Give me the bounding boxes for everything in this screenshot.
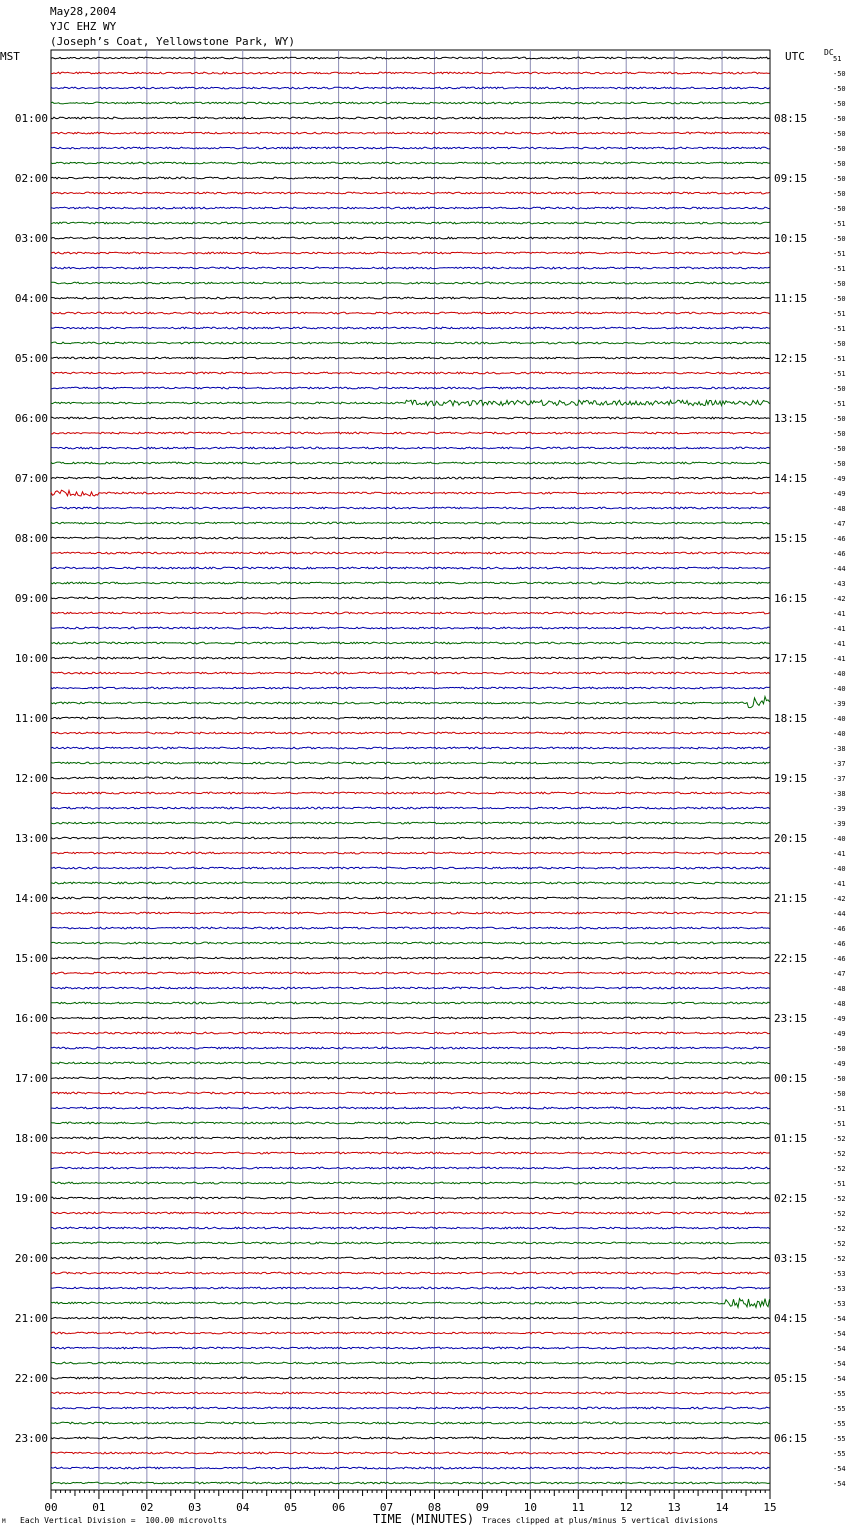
- right-timezone-label: UTC: [785, 50, 805, 63]
- dc-offset-value: -48: [833, 1000, 846, 1008]
- x-tick-label: 12: [619, 1501, 633, 1514]
- trace-line: [51, 477, 770, 479]
- left-hour-label: 11:00: [14, 712, 48, 725]
- left-hour-label: 23:00: [14, 1432, 48, 1445]
- dc-offset-value: -41: [833, 640, 846, 648]
- trace-line: [51, 372, 770, 374]
- trace-line: [51, 687, 770, 689]
- x-tick-label: 01: [92, 1501, 106, 1514]
- trace-line: [51, 162, 770, 164]
- record-date: May28,2004: [50, 5, 117, 18]
- left-hour-label: 06:00: [14, 412, 48, 425]
- dc-offset-value: -46: [833, 940, 846, 948]
- dc-offset-value: 51: [833, 55, 842, 63]
- trace-line: [51, 1047, 770, 1049]
- dc-offset-value: -50: [833, 100, 846, 108]
- trace-line: [51, 1272, 770, 1274]
- dc-offset-value: -46: [833, 535, 846, 543]
- station-code: YJC EHZ WY: [50, 20, 117, 33]
- trace-line: [51, 357, 770, 359]
- trace-line: [51, 612, 770, 614]
- trace-line: [51, 1227, 770, 1229]
- right-hour-label: 03:15: [774, 1252, 808, 1265]
- trace-line: [51, 132, 770, 134]
- dc-offset-value: -50: [833, 145, 846, 153]
- trace-line: [51, 342, 770, 344]
- dc-offset-value: -50: [833, 340, 846, 348]
- dc-offset-value: -50: [833, 85, 846, 93]
- trace-line: [51, 327, 770, 329]
- dc-offset-value: -52: [833, 1210, 846, 1218]
- dc-offset-value: -43: [833, 580, 846, 588]
- x-tick-label: 05: [284, 1501, 298, 1514]
- trace-line: [51, 597, 770, 599]
- dc-offset-value: -50: [833, 160, 846, 168]
- dc-offset-value: -38: [833, 790, 846, 798]
- trace-line: [51, 762, 770, 764]
- dc-offset-value: -40: [833, 865, 846, 873]
- trace-line: [51, 717, 770, 719]
- dc-offset-value: -53: [833, 1270, 846, 1278]
- right-hour-label: 20:15: [774, 832, 808, 845]
- dc-offset-value: -55: [833, 1390, 846, 1398]
- x-tick-label: 02: [140, 1501, 154, 1514]
- trace-line: [51, 972, 770, 974]
- trace-line: [51, 252, 770, 254]
- trace-line: [51, 657, 770, 659]
- x-tick-label: 00: [44, 1501, 58, 1514]
- trace-line: [51, 642, 770, 644]
- trace-line: [51, 417, 770, 419]
- trace-line: [51, 177, 770, 179]
- trace-line: [51, 942, 770, 944]
- trace-line: [51, 1392, 770, 1394]
- right-hour-label: 11:15: [774, 292, 808, 305]
- left-hour-label: 21:00: [14, 1312, 48, 1325]
- dc-offset-value: -37: [833, 760, 846, 768]
- trace-line: [51, 282, 770, 284]
- trace-line: [51, 1407, 770, 1409]
- trace-line: [51, 490, 770, 496]
- trace-line: [51, 1452, 770, 1454]
- dc-offset-value: -50: [833, 415, 846, 423]
- left-hour-label: 17:00: [14, 1072, 48, 1085]
- dc-offset-value: -46: [833, 550, 846, 558]
- x-tick-label: 03: [188, 1501, 202, 1514]
- dc-offset-value: -50: [833, 115, 846, 123]
- trace-line: [51, 1242, 770, 1244]
- dc-offset-value: -50: [833, 280, 846, 288]
- left-hour-label: 20:00: [14, 1252, 48, 1265]
- trace-line: [51, 522, 770, 524]
- dc-offset-value: -46: [833, 925, 846, 933]
- right-hour-label: 21:15: [774, 892, 808, 905]
- trace-line: [51, 72, 770, 74]
- dc-offset-value: -50: [833, 385, 846, 393]
- dc-offset-value: -50: [833, 1090, 846, 1098]
- right-hour-label: 17:15: [774, 652, 808, 665]
- dc-offset-value: -54: [833, 1330, 846, 1338]
- dc-offset-value: -42: [833, 895, 846, 903]
- dc-offset-value: -51: [833, 1120, 846, 1128]
- trace-line: [51, 297, 770, 299]
- left-hour-label: 08:00: [14, 532, 48, 545]
- trace-line: [51, 1077, 770, 1079]
- right-hour-label: 02:15: [774, 1192, 808, 1205]
- dc-offset-value: -55: [833, 1420, 846, 1428]
- trace-line: [51, 1362, 770, 1364]
- dc-offset-value: -40: [833, 670, 846, 678]
- dc-offset-value: -51: [833, 220, 846, 228]
- trace-line: [51, 237, 770, 239]
- x-tick-label: 13: [667, 1501, 681, 1514]
- trace-line: [51, 882, 770, 884]
- trace-line: [51, 1287, 770, 1289]
- right-hour-label: 13:15: [774, 412, 808, 425]
- trace-line: [51, 957, 770, 959]
- dc-offset-label: DC: [824, 48, 834, 57]
- dc-offset-value: -49: [833, 490, 846, 498]
- trace-line: [51, 897, 770, 899]
- trace-line: [51, 1122, 770, 1124]
- trace-line: [51, 1347, 770, 1349]
- right-hour-label: 16:15: [774, 592, 808, 605]
- right-hour-label: 12:15: [774, 352, 808, 365]
- dc-offset-value: -49: [833, 1060, 846, 1068]
- trace-line: [51, 102, 770, 104]
- trace-line: [51, 1299, 770, 1308]
- dc-offset-value: -50: [833, 295, 846, 303]
- dc-offset-value: -54: [833, 1480, 846, 1488]
- dc-offset-value: -41: [833, 850, 846, 858]
- dc-offset-value: -53: [833, 1285, 846, 1293]
- trace-line: [51, 1152, 770, 1154]
- dc-offset-value: -50: [833, 445, 846, 453]
- trace-line: [51, 912, 770, 914]
- trace-line: [51, 1212, 770, 1214]
- trace-line: [51, 1107, 770, 1109]
- trace-line: [51, 927, 770, 929]
- x-tick-label: 10: [523, 1501, 537, 1514]
- trace-line: [51, 147, 770, 149]
- dc-offset-value: -41: [833, 880, 846, 888]
- x-tick-label: 04: [236, 1501, 250, 1514]
- x-tick-label: 14: [715, 1501, 729, 1514]
- left-hour-label: 18:00: [14, 1132, 48, 1145]
- vertical-scale-note: Each Vertical Division = 100.00 microvolts: [20, 1516, 228, 1525]
- trace-line: [51, 1182, 770, 1184]
- trace-line: [51, 697, 770, 708]
- trace-line: [51, 1167, 770, 1169]
- dc-offset-value: -52: [833, 1165, 846, 1173]
- dc-offset-value: -54: [833, 1345, 846, 1353]
- trace-line: [51, 57, 770, 59]
- right-hour-label: 18:15: [774, 712, 808, 725]
- trace-line: [51, 207, 770, 209]
- dc-offset-value: -50: [833, 70, 846, 78]
- dc-offset-value: -52: [833, 1195, 846, 1203]
- right-hour-label: 05:15: [774, 1372, 808, 1385]
- dc-offset-value: -53: [833, 1300, 846, 1308]
- dc-offset-value: -49: [833, 1015, 846, 1023]
- left-hour-label: 10:00: [14, 652, 48, 665]
- footer-mark: M: [2, 1518, 6, 1525]
- x-tick-label: 15: [763, 1501, 777, 1514]
- trace-line: [51, 1467, 770, 1469]
- dc-offset-value: -47: [833, 520, 846, 528]
- trace-line: [51, 1197, 770, 1199]
- trace-line: [51, 867, 770, 869]
- plot-frame: [51, 50, 770, 1490]
- trace-line: [51, 792, 770, 794]
- dc-offset-value: -50: [833, 430, 846, 438]
- trace-line: [51, 462, 770, 464]
- trace-line: [51, 87, 770, 89]
- dc-offset-value: -50: [833, 205, 846, 213]
- dc-offset-value: -38: [833, 745, 846, 753]
- station-location: (Joseph’s Coat, Yellowstone Park, WY): [50, 35, 296, 48]
- left-timezone-label: MST: [0, 50, 20, 63]
- dc-offset-value: -52: [833, 1255, 846, 1263]
- left-hour-label: 04:00: [14, 292, 48, 305]
- right-hour-label: 15:15: [774, 532, 808, 545]
- trace-line: [51, 222, 770, 224]
- trace-line: [51, 822, 770, 824]
- x-axis-label: TIME (MINUTES): [373, 1512, 475, 1526]
- trace-line: [51, 1002, 770, 1004]
- dc-offset-value: -44: [833, 910, 846, 918]
- dc-offset-value: -40: [833, 685, 846, 693]
- trace-line: [51, 432, 770, 434]
- right-hour-label: 04:15: [774, 1312, 808, 1325]
- trace-line: [51, 987, 770, 989]
- dc-offset-value: -39: [833, 805, 846, 813]
- dc-offset-value: -52: [833, 1135, 846, 1143]
- dc-offset-value: -44: [833, 565, 846, 573]
- dc-offset-value: -51: [833, 250, 846, 258]
- trace-line: [51, 117, 770, 119]
- dc-offset-value: -37: [833, 775, 846, 783]
- left-hour-label: 13:00: [14, 832, 48, 845]
- trace-line: [51, 852, 770, 854]
- trace-line: [51, 1017, 770, 1019]
- dc-offset-value: -48: [833, 985, 846, 993]
- dc-offset-value: -49: [833, 475, 846, 483]
- dc-offset-value: -54: [833, 1375, 846, 1383]
- dc-offset-value: -39: [833, 700, 846, 708]
- dc-offset-value: -40: [833, 730, 846, 738]
- left-hour-label: 12:00: [14, 772, 48, 785]
- trace-line: [51, 1257, 770, 1259]
- dc-offset-value: -40: [833, 715, 846, 723]
- dc-offset-value: -51: [833, 310, 846, 318]
- dc-offset-value: -50: [833, 130, 846, 138]
- left-hour-label: 01:00: [14, 112, 48, 125]
- trace-line: [51, 1137, 770, 1139]
- dc-offset-value: -55: [833, 1435, 846, 1443]
- trace-line: [51, 582, 770, 584]
- trace-line: [51, 627, 770, 629]
- dc-offset-value: -39: [833, 820, 846, 828]
- dc-offset-value: -52: [833, 1225, 846, 1233]
- dc-offset-value: -48: [833, 505, 846, 513]
- x-tick-label: 08: [427, 1501, 442, 1514]
- right-hour-label: 06:15: [774, 1432, 808, 1445]
- trace-line: [51, 807, 770, 809]
- dc-offset-value: -51: [833, 355, 846, 363]
- dc-offset-value: -49: [833, 1030, 846, 1038]
- dc-offset-value: -50: [833, 235, 846, 243]
- left-hour-label: 02:00: [14, 172, 48, 185]
- dc-offset-value: -47: [833, 970, 846, 978]
- dc-offset-value: -54: [833, 1360, 846, 1368]
- left-hour-label: 05:00: [14, 352, 48, 365]
- trace-line: [51, 732, 770, 734]
- trace-line: [51, 192, 770, 194]
- dc-offset-value: -52: [833, 1240, 846, 1248]
- dc-offset-value: -50: [833, 1045, 846, 1053]
- dc-offset-value: -42: [833, 595, 846, 603]
- left-hour-label: 03:00: [14, 232, 48, 245]
- trace-line: [51, 1377, 770, 1379]
- dc-offset-value: -51: [833, 265, 846, 273]
- left-hour-label: 16:00: [14, 1012, 48, 1025]
- right-hour-label: 01:15: [774, 1132, 808, 1145]
- trace-line: [51, 1092, 770, 1094]
- trace-line: [51, 1317, 770, 1319]
- trace-line: [51, 387, 770, 389]
- x-tick-label: 06: [331, 1501, 346, 1514]
- dc-offset-value: -51: [833, 370, 846, 378]
- trace-line: [51, 1482, 770, 1484]
- trace-line: [51, 1437, 770, 1439]
- dc-offset-value: -46: [833, 955, 846, 963]
- left-hour-label: 19:00: [14, 1192, 48, 1205]
- dc-offset-value: -41: [833, 625, 846, 633]
- right-hour-label: 10:15: [774, 232, 808, 245]
- dc-offset-value: -51: [833, 1105, 846, 1113]
- right-hour-label: 08:15: [774, 112, 808, 125]
- left-hour-label: 07:00: [14, 472, 48, 485]
- trace-line: [51, 837, 770, 839]
- dc-offset-value: -40: [833, 835, 846, 843]
- trace-line: [51, 1422, 770, 1424]
- dc-offset-value: -50: [833, 175, 846, 183]
- dc-offset-value: -54: [833, 1465, 846, 1473]
- x-tick-label: 11: [571, 1501, 585, 1514]
- right-hour-label: 00:15: [774, 1072, 808, 1085]
- left-hour-label: 22:00: [14, 1372, 48, 1385]
- clipping-note: Traces clipped at plus/minus 5 vertical divisions: [482, 1516, 719, 1525]
- right-hour-label: 14:15: [774, 472, 808, 485]
- trace-line: [51, 1062, 770, 1064]
- right-hour-label: 22:15: [774, 952, 808, 965]
- dc-offset-value: -54: [833, 1315, 846, 1323]
- trace-line: [51, 552, 770, 554]
- trace-line: [51, 267, 770, 269]
- trace-line: [51, 507, 770, 509]
- trace-line: [51, 400, 770, 406]
- trace-line: [51, 447, 770, 449]
- dc-offset-value: -55: [833, 1405, 846, 1413]
- trace-line: [51, 672, 770, 674]
- trace-line: [51, 312, 770, 314]
- dc-offset-value: -41: [833, 610, 846, 618]
- trace-line: [51, 777, 770, 779]
- dc-offset-value: -50: [833, 190, 846, 198]
- dc-offset-value: -50: [833, 1075, 846, 1083]
- dc-offset-value: -50: [833, 460, 846, 468]
- dc-offset-value: -51: [833, 325, 846, 333]
- trace-line: [51, 1032, 770, 1034]
- trace-line: [51, 747, 770, 749]
- x-tick-label: 09: [475, 1501, 490, 1514]
- dc-offset-value: -51: [833, 400, 846, 408]
- left-hour-label: 15:00: [14, 952, 48, 965]
- trace-line: [51, 1332, 770, 1334]
- dc-offset-value: -55: [833, 1450, 846, 1458]
- right-hour-label: 09:15: [774, 172, 808, 185]
- left-hour-label: 09:00: [14, 592, 48, 605]
- dc-offset-value: -41: [833, 655, 846, 663]
- dc-offset-value: -52: [833, 1150, 846, 1158]
- left-hour-label: 14:00: [14, 892, 48, 905]
- x-tick-label: 07: [379, 1501, 394, 1514]
- right-hour-label: 23:15: [774, 1012, 808, 1025]
- dc-offset-value: -51: [833, 1180, 846, 1188]
- trace-line: [51, 537, 770, 539]
- right-hour-label: 19:15: [774, 772, 808, 785]
- trace-line: [51, 567, 770, 569]
